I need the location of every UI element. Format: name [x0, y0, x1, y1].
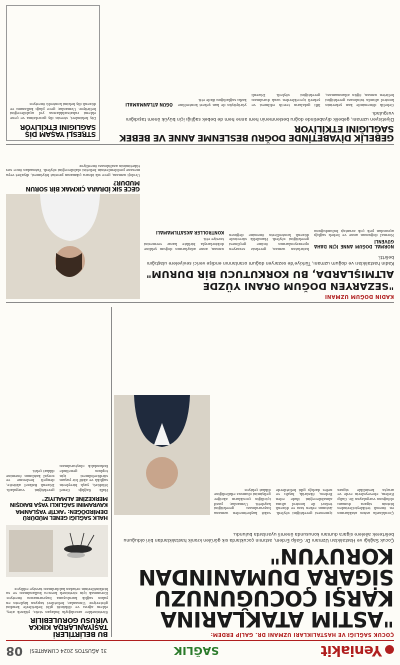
- interview-text: Normal doğumun anne ve bebek sağlığı açısından pek çok avantajı bulunduğunu hatırlatan uzman, gereksiz sezaryen operasyonlarının önüne geçilmesi gerektiğini söyledi. Hamilelik sürecinde düzenli kontrollerin önemine değinen uzman, anne adaylarının doğum şekline doktorlarıyla birlikte karar vermesini tavsiye etti.: [144, 228, 394, 251]
- interview-subhead: KONTROLLER AKSATILMAMALI: [156, 229, 224, 235]
- issue-date: 31 AĞUSTOS 2024 CUMARTESİ: [30, 647, 107, 653]
- night-urination-headline: GECE SIK İDRARA ÇIKMAK BİR SORUN MUDUR?: [25, 179, 140, 192]
- horizontal-rule: [6, 144, 394, 145]
- public-health-story: [6, 305, 108, 520]
- diet-story-deck: Diyetisyen uzmanı, gebelik diyabetinde doğru beslenmenin hem anne hem de bebek sağlığı için büyük önem taşıdığını vurguladı.: [125, 110, 394, 121]
- obstetrician-photo: [6, 194, 140, 299]
- newspaper-logo: [321, 642, 394, 658]
- doctor-photo: [114, 395, 210, 515]
- migraine-story: [6, 149, 140, 191]
- interview-story: [144, 149, 394, 299]
- night-urination-body: Üroloji uzmanı, gece sık idrara çıkmanın prostat büyümesi, diyabet veya mesane problemlerinin belirtisi olabileceğini söyledi. Yatmadan önce sıvı tüketiminin azaltılması öneriliyor.: [6, 163, 140, 177]
- main-story-category: ÇOCUK SAĞLIĞI VE HASTALIKLARI UZMANI DR. GALİP ERDEM:: [210, 631, 394, 637]
- diet-story-body: [104, 17, 394, 107]
- interview-body: [144, 171, 394, 251]
- side-story: [6, 579, 108, 637]
- stress-story-box: [6, 5, 100, 141]
- public-health-body: Halk Sağlığı Genel Müdürü, yaşlı bireylerin sağlıklı ve aktif bir yaşam sürdürebilmesi için toplum genelinde farkındalık oluşturulması gerektiğini vurguladı. Düzenli fiziksel aktivite, dengeli beslenme ve sosyal katılımın önemine dikkat çekti.: [6, 464, 108, 492]
- interview-category: KADIN DOĞUM UZMANI: [324, 293, 394, 299]
- column-rule: [111, 307, 112, 637]
- diet-story-subhead: ÖĞÜN ATLANMAMALI: [125, 101, 173, 107]
- page-masthead: [6, 640, 394, 659]
- logo-mark-icon: [385, 646, 394, 655]
- main-story-deck: Çocuk Sağlığı ve Hastalıkları Uzmanı Dr. Galip Erdem, astımın çocuklarda sık görülen kronik hastalıklardan biri olduğunu belirterek ailelere sigara dumanı konusunda önemli uyarılarda bulundu.: [123, 531, 394, 542]
- section-title: SAĞLIK: [173, 644, 219, 657]
- main-story: [114, 517, 394, 637]
- public-health-headline: HALK SAĞLIĞI GENEL MÜDÜRÜ DEMİRDÖĞEN: "AKTİF YAŞLANMA KAVRAMINI SAĞLIKLI YAŞA BAKIŞIN MERKEZİNE ALMALIYIZ": [10, 495, 108, 520]
- diet-story-headline: GEBELİK DİYABETİNDE DOĞRU BESLENME ANNE VE BEBEK SAĞLIĞINI ETKİLİYOR: [119, 123, 394, 142]
- interview-deck: Kadın hastalıkları ve doğum uzmanı, Türkiye'de sezaryen doğum oranlarının endişe verici seviyelere ulaştığını belirtti.: [146, 254, 394, 265]
- brand-name: Yeniakit: [321, 642, 382, 658]
- mosquito-photo: [6, 525, 108, 577]
- horizontal-rule: [6, 302, 394, 303]
- interview-headline: "SEZARYEN DOĞUM ORANI YÜZDE ALTMIŞLARDA, BU KORKUTUCU BİR DURUM": [146, 268, 394, 291]
- diet-story-text: Gebelik döneminde kan şekerinin kontrol altında tutulması gerektiğini belirten uzman, öğün atlanmaması, lifli gıdaların tercih edilmesi ve şekerli içeceklerden uzak durulması gerektiğini söyledi. Düzenli yürüyüşün de kan şekeri kontrolüne katkı sağladığını ifade etti.: [177, 93, 394, 107]
- side-story-headline: BU BELİRTİLERİ TAŞIYANLARDA KIKKA VİRÜSÜ GÖRÜLEBİLİR: [29, 616, 108, 638]
- main-story-body: Çocuklarda astım ataklarının en önemli tetikleyicilerinden birinin sigara dumanı olduğunu vurgulayan Dr. Galip Erdem, ebeveynlerin evde ve araçta kesinlikle sigara içmemesi gerektiğini söyledi. Astımın erken tanı ve düzenli tedavi ile kontrol altına alınabileceğini ifade eden Erdem, öksürük, hışıltı ve nefes darlığı gibi belirtilerde vakit kaybetmeden uzmana başvurulması gerektiğini kaydetti. Uzmanlar, pasif içiciliğin çocukların akciğer gelişimini olumsuz etkilediğine dikkat çekiyor.: [214, 487, 394, 515]
- stress-story-headline: STRESLİ YAŞAM DİŞ SAĞLIĞINI ETKİLİYOR: [20, 123, 96, 138]
- stress-story-body: Diş hekimleri, stresin diş gıcırdatma ve çene eklemi rahatsızlıklarına yol açabileceğini belirtiyor. Uzmanlar, gece plağı kullanımı ve düzenli diş hekimi kontrolü öneriyor.: [10, 101, 96, 120]
- interview-subhead: NORMAL DOĞUM ANNE İÇİN DAHA GÜVENLİ: [314, 238, 394, 249]
- page-number: 08: [6, 644, 23, 658]
- side-story-body: Sivrisinekler aracılığıyla bulaşan virüs, yüksek ateş, eklem ağrısı ve döküntü gibi belirtilerle kendini gösteriyor. Uzmanlar, belirtileri taşıyan kişilerin en yakın sağlık kuruluşuna başvurmasını öneriyor. Korunmak için sivrisinek kovucu kullanılması ve su birikintilerinin ortadan kaldırılması tavsiye ediliyor.: [6, 586, 108, 614]
- diet-story: [104, 5, 394, 141]
- main-story-headline: "ASTIM ATAKLARINA KARŞI ÇOCUĞUNUZU SİGARA DUMANINDAN KORUYUN": [138, 544, 394, 631]
